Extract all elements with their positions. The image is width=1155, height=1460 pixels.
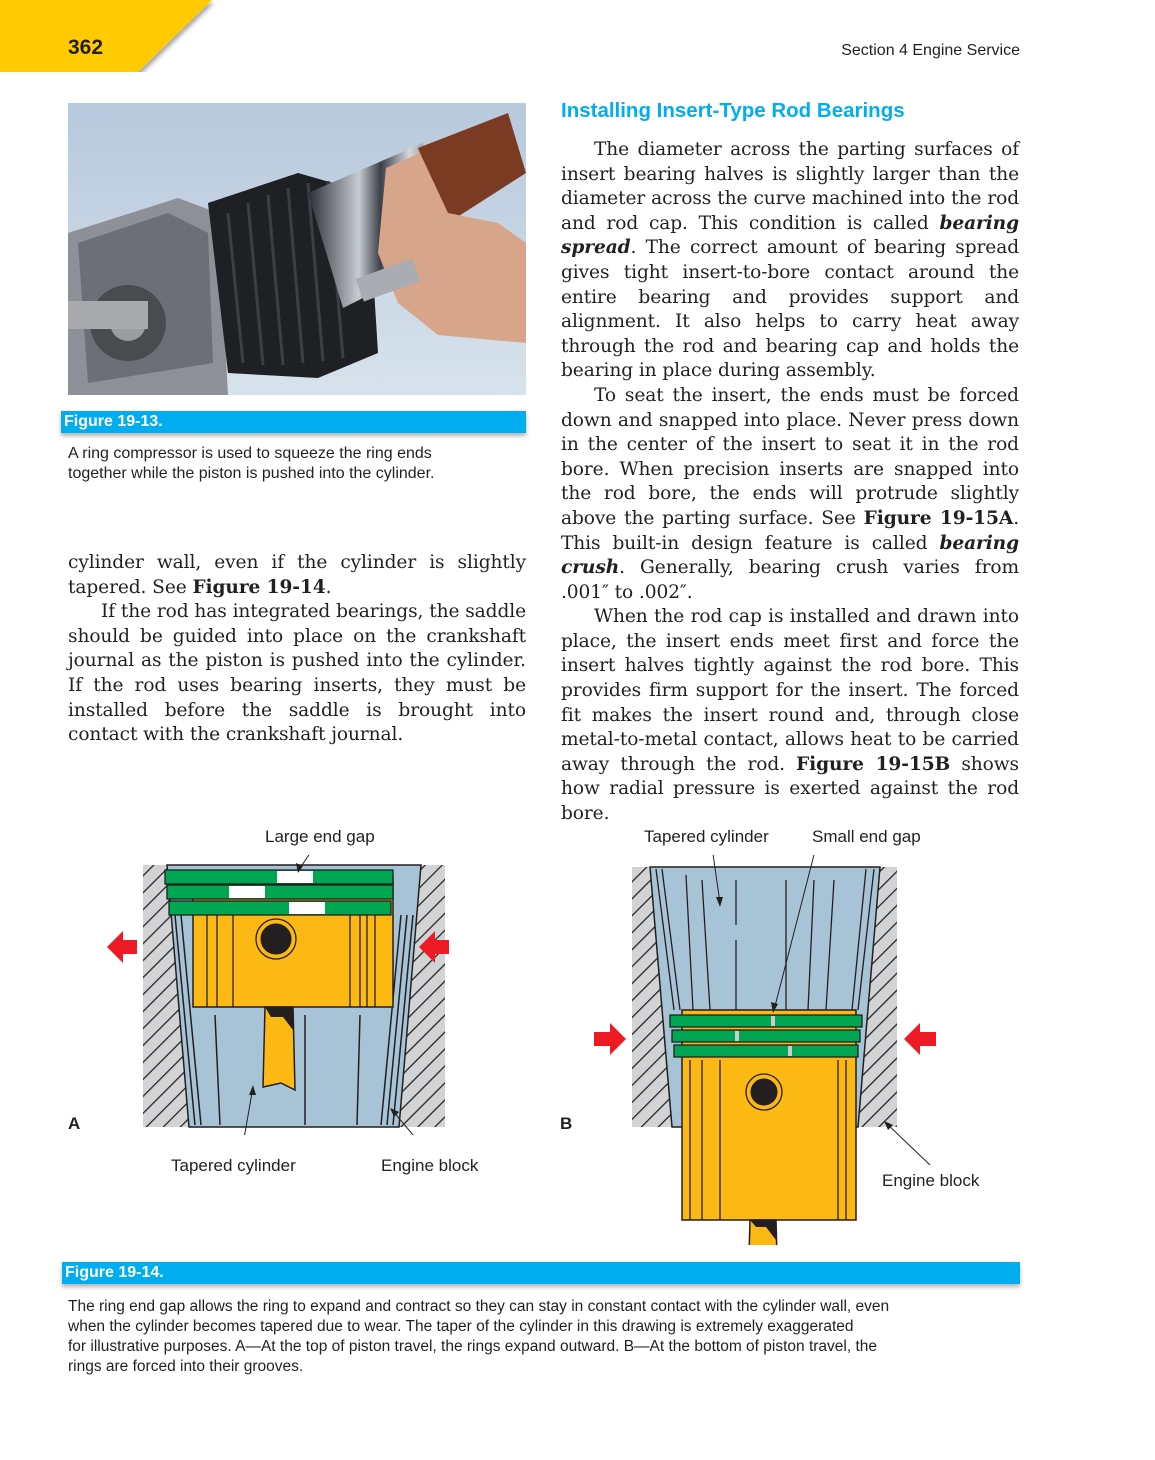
- caption-line: together while the piston is pushed into the cylinder.: [68, 465, 435, 482]
- key-term: bearing crush: [561, 532, 1019, 579]
- caption-line: The ring end gap allows the ring to expand and contract so they can stay in constant contact with the cylinder wall, even: [68, 1298, 890, 1315]
- section-header: Section 4 Engine Service: [841, 42, 1020, 59]
- caption-line: rings are forced into their grooves.: [68, 1358, 304, 1375]
- paragraph: When the rod cap is installed and drawn into place, the insert ends meet first and force the insert halves tightly against the rod bore. This provides firm support for the insert. The forced fit makes the insert round and, through close metal-to-metal contact, allows heat to be carried away through the rod. Figure 19-15B shows how radial pressure is exerted against the rod bore.: [561, 606, 1019, 825]
- left-column-text: [68, 551, 526, 748]
- figure-reference: Figure 19-15A: [863, 507, 1014, 529]
- paragraph: If the rod has integrated bearings, the saddle should be guided into place on the crankshaft journal as the piston is pushed into the cylinder. If the rod uses bearing inserts, they must be installed before the saddle is brought into contact with the crankshaft journal.: [68, 601, 526, 746]
- key-term: bearing spread: [561, 212, 1019, 259]
- figure-19-14-caption: [68, 1297, 1028, 1377]
- caption-line: for illustrative purposes. A—At the top of piston travel, the rings expand outward. B—At the bottom of piston travel, the: [68, 1338, 878, 1355]
- label-tapered-cylinder-b: Tapered cylinder: [644, 827, 769, 846]
- panel-letter-b: B: [560, 1114, 573, 1133]
- label-engine-block-a: Engine block: [381, 1156, 479, 1175]
- ring-compressor-photo: [68, 103, 526, 395]
- figure-reference: Figure 19-15B: [796, 753, 951, 775]
- figure-19-13-caption: [68, 444, 538, 484]
- paragraph: To seat the insert, the ends must be forced down and snapped into place. Never press down in the center of the insert to seat it in the rod bore. When precision inserts are snapped into the rod bore, the ends will protrude slightly above the parting surface. See Figure 19-15A. This built-in design feature is called bearing crush. Generally, bearing crush varies from .001″ to .002″.: [561, 384, 1019, 603]
- page-number-tab: [0, 0, 215, 72]
- figure-19-14-label: Figure 19-14.: [62, 1262, 1020, 1284]
- paragraph: The diameter across the parting surfaces of insert bearing halves is slightly larger than the diameter across the curve machined into the rod and rod cap. This condition is called bearing spread. The correct amount of bearing spread gives tight insert-to-bore contact around the entire bearing and provides support and alignment. It also helps to carry heat away through the rod and bearing cap and holds the bearing in place during assembly.: [561, 139, 1019, 382]
- label-tapered-cylinder-a: Tapered cylinder: [171, 1156, 296, 1175]
- caption-line: when the cylinder becomes tapered due to wear. The taper of the cylinder in this drawing is extremely exaggerated: [68, 1318, 854, 1335]
- figure-reference: Figure 19-14: [192, 576, 326, 598]
- label-engine-block-b: Engine block: [882, 1171, 980, 1190]
- paragraph: cylinder wall, even if the cylinder is slightly tapered. See Figure 19-14.: [68, 552, 526, 598]
- caption-line: A ring compressor is used to squeeze the ring ends: [68, 445, 432, 462]
- page-number: 362: [68, 36, 104, 59]
- diagram-panel-a: [95, 855, 475, 1135]
- right-column-text: [561, 138, 1019, 827]
- figure-19-13-label: Figure 19-13.: [61, 411, 526, 433]
- panel-letter-a: A: [68, 1114, 81, 1133]
- label-large-end-gap: Large end gap: [265, 827, 375, 846]
- label-small-end-gap: Small end gap: [812, 827, 921, 846]
- section-heading: Installing Insert-Type Rod Bearings: [561, 99, 905, 122]
